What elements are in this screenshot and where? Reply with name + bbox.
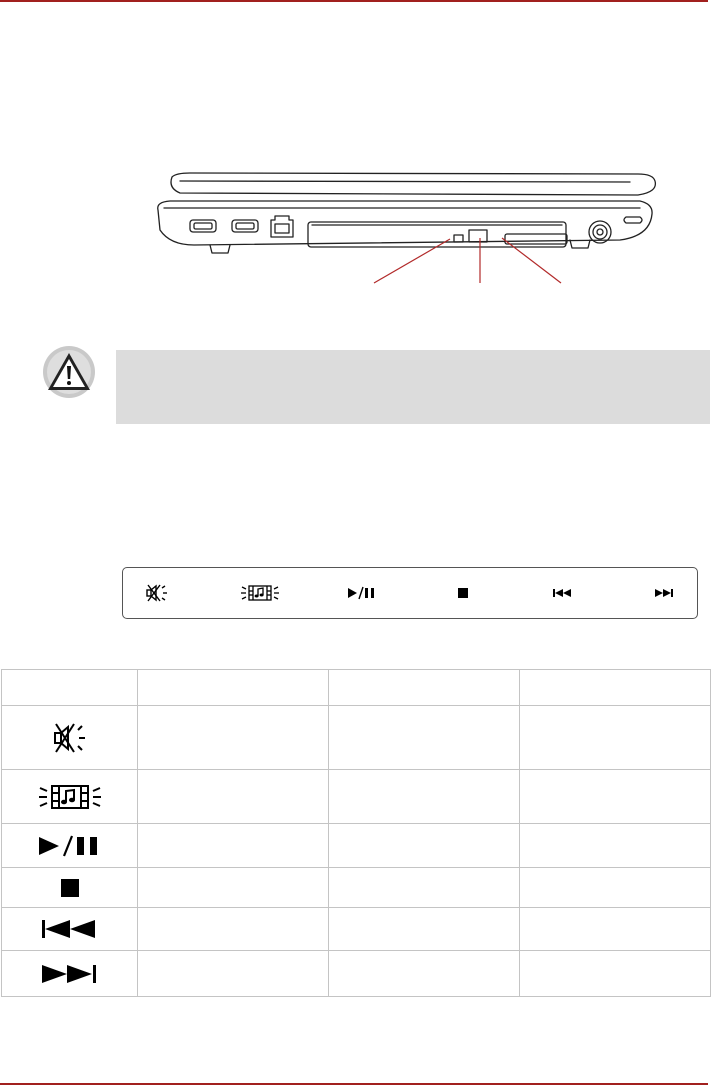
media-buttons-table xyxy=(1,669,711,997)
table-cell xyxy=(329,770,520,824)
table-cell xyxy=(138,706,329,770)
table-header-cell xyxy=(329,670,520,706)
table-icon-cell xyxy=(2,868,138,908)
table-row xyxy=(2,706,711,770)
table-cell xyxy=(138,908,329,951)
mute-icon xyxy=(50,721,90,755)
table-row xyxy=(2,868,711,908)
table-icon-cell xyxy=(2,908,138,951)
media-button-strip xyxy=(122,567,698,619)
mute-icon xyxy=(145,583,171,603)
drive-indicator xyxy=(454,235,463,242)
table-icon-cell xyxy=(2,706,138,770)
table-cell xyxy=(520,770,711,824)
table-header-cell xyxy=(138,670,329,706)
table-icon-cell xyxy=(2,770,138,824)
table-cell xyxy=(329,706,520,770)
callout-drive-indicator xyxy=(374,239,450,283)
play-pause-icon xyxy=(37,835,103,857)
laptop-right-side-illustration xyxy=(150,168,670,290)
table-header-row xyxy=(2,670,711,706)
table-row xyxy=(2,908,711,951)
previous-track-icon xyxy=(549,583,579,603)
lan-jack xyxy=(271,216,293,237)
table-row xyxy=(2,951,711,997)
table-cell xyxy=(138,770,329,824)
table-cell xyxy=(329,951,520,997)
stop-icon xyxy=(60,878,80,898)
play-pause-icon xyxy=(346,583,378,603)
footer-rule xyxy=(0,1083,708,1085)
next-track-icon xyxy=(40,964,100,984)
manual-eject-hole xyxy=(505,234,567,244)
table-cell xyxy=(520,706,711,770)
callout-manual-eject-hole xyxy=(502,238,561,283)
table-cell xyxy=(520,908,711,951)
table-cell xyxy=(329,824,520,868)
header-rule xyxy=(0,0,708,2)
table-cell xyxy=(520,824,711,868)
table-icon-cell xyxy=(2,824,138,868)
laptop-lid xyxy=(171,173,655,195)
table-cell xyxy=(138,951,329,997)
table-cell xyxy=(520,868,711,908)
table-cell xyxy=(329,908,520,951)
table-cell xyxy=(138,824,329,868)
table-cell xyxy=(329,868,520,908)
table-cell xyxy=(138,868,329,908)
media-player-icon xyxy=(240,583,280,603)
table-cell xyxy=(520,951,711,997)
security-lock-slot xyxy=(624,217,642,223)
next-track-icon xyxy=(649,583,679,603)
media-player-icon xyxy=(37,782,103,812)
table-row xyxy=(2,824,711,868)
previous-track-icon xyxy=(41,919,99,939)
caution-box xyxy=(116,350,710,424)
stop-icon xyxy=(453,583,473,603)
table-header-cell xyxy=(520,670,711,706)
table-row xyxy=(2,770,711,824)
caution-icon xyxy=(37,346,101,402)
table-icon-cell xyxy=(2,951,138,997)
eject-button xyxy=(469,230,487,242)
table-header-cell xyxy=(2,670,138,706)
